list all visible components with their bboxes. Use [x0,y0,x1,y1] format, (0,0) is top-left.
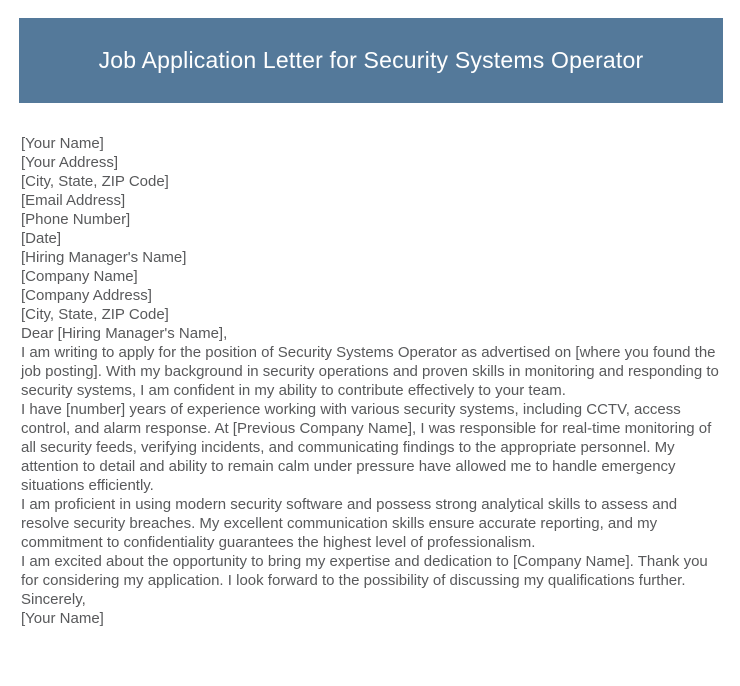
letter-paragraph-experience: I have [number] years of experience working with various security systems, including CCTV, access control, and alarm response. At [Previous Company Name], I was responsible for real-time monitoring of all security feeds, verifying incidents, and communicating findings to the appropriate personnel. My attention to detail and ability to remain calm under pressure have allowed me to handle emergency situations efficiently. [21,401,716,494]
letter-line-signoff: Sincerely, [21,591,86,608]
letter-line-hiring-manager-name: [Hiring Manager's Name] [21,249,187,266]
letter-line-company-name: [Company Name] [21,268,138,285]
letter-line-email-address: [Email Address] [21,192,126,209]
letter-paragraph-closing: I am excited about the opportunity to bring my expertise and dedication to [Company Name]. Thank you for considering my application. I look forward to the possibility of discussing my qualifications further. [21,553,712,589]
letter-line-your-name: [Your Name] [21,135,104,152]
letter-line-salutation: Dear [Hiring Manager's Name], [21,325,228,342]
letter-line-company-address: [Company Address] [21,287,152,304]
letter-header-banner [19,18,723,103]
letter-line-signature-name: [Your Name] [21,610,104,627]
letter-paragraph-skills: I am proficient in using modern security software and possess strong analytical skills to assess and resolve security breaches. My excellent communication skills ensure accurate reporting, and my commitment to confidentiality guarantees the highest level of professionalism. [21,496,682,551]
letter-line-recipient-city-state-zip: [City, State, ZIP Code] [21,306,169,323]
letter-body [21,134,724,628]
letter-line-date: [Date] [21,230,62,247]
page-title: Job Application Letter for Security Systems Operator [98,46,644,73]
letter-paragraph-intro: I am writing to apply for the position of Security Systems Operator as advertised on [where you found the job posting]. With my background in security operations and proven skills in monitoring and responding to security systems, I am confident in my ability to contribute effectively to your team. [21,344,724,399]
letter-line-your-address: [Your Address] [21,154,119,171]
letter-line-sender-city-state-zip: [City, State, ZIP Code] [21,173,169,190]
letter-line-phone-number: [Phone Number] [21,211,131,228]
